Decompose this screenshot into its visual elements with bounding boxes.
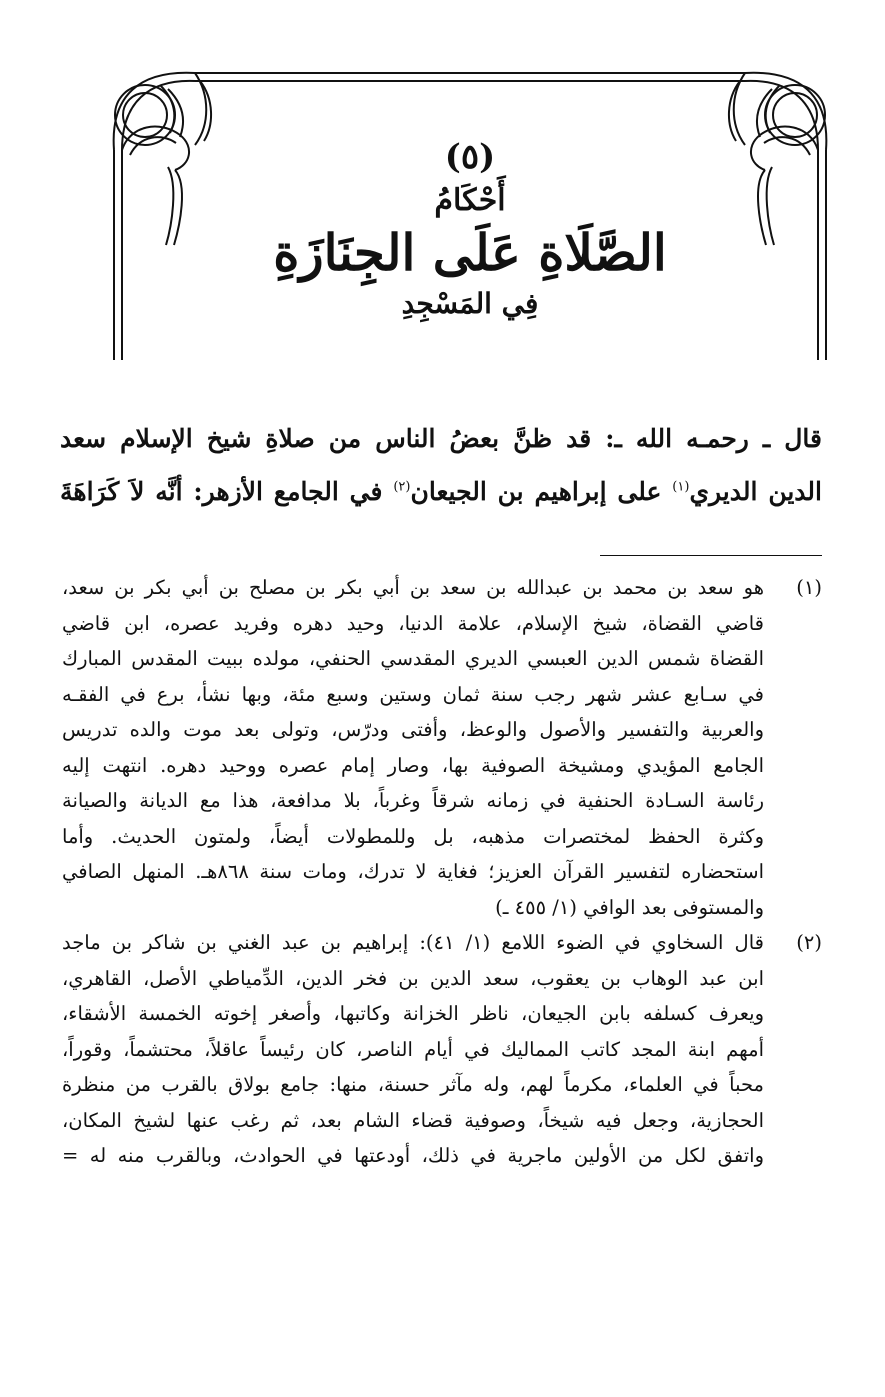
footnote-ref-2[interactable]: (٢)	[393, 479, 411, 495]
text-run: قال ـ رحمـه الله ـ: قد ظنَّ بعضُ الناس من صلاةِ شيخ الإسلام سعد	[60, 424, 822, 453]
footnote-line: استحضاره لتفسير القرآن العزيز؛ فغاية لا تدرك، ومات سنة ٨٦٨هـ. المنهل الصافي	[62, 860, 764, 883]
footnote-number: (٢)	[796, 931, 822, 954]
chapter-header	[180, 135, 760, 323]
footnote-line: والعربية والتفسير والأصول والوعظ، وأفتى ودرّس، وتولى بعد موت والده تدريس	[62, 718, 764, 741]
footnote-line: والمستوفى بعد الوافي (١/ ٤٥٥ ـ)	[495, 895, 764, 919]
chapter-number: (٥)	[444, 137, 496, 177]
footnote-line: وكثرة الحفظ لمختصرات مذهبه، بل وللمطولات أيضاً، ولمتون الحديث. وأما	[62, 824, 764, 848]
main-text-line	[60, 465, 822, 518]
text-run: في الجامع الأزهر: أنَّه لاَ كَرَاهَةَ	[60, 477, 394, 506]
text-run: الدين الديري	[689, 477, 822, 506]
footnote-number: (١)	[796, 576, 822, 599]
footnote-separator	[600, 555, 822, 556]
footnote-line: هو سعد بن محمد بن عبدالله بن سعد بن أبي بكر بن مصلح بن أبي بكر بن سعد،	[62, 576, 764, 599]
footnote-line: قاضي القضاة، شيخ الإسلام، علامة الدنيا، وحيد دهره وفريد عصره، ابن قاضي	[62, 611, 764, 635]
footnote-line: واتفق لكل من الأولين ماجرية في ذلك، أودعتها في الحوادث، وبالقرب منه له =	[62, 1144, 764, 1167]
footnote-line: ويعرف كسلفه بابن الجيعان، ناظر الخزانة وكاتبها، وأصغر إخوته الخمسة الأشقاء،	[62, 1002, 764, 1025]
footnote-line: الحجازية، وجعل فيه شيخاً، وصوفية قضاء الشام بعد، ثم رغب عنها لشيخ المكان،	[62, 1108, 764, 1132]
footnote-line: ابن عبد الوهاب بن يعقوب، سعد الدين بن فخر الدين، الدِّمياطي الأصل، القاهري،	[62, 966, 764, 990]
footnote-2	[62, 925, 822, 1174]
footnotes	[62, 570, 822, 1174]
footnote-line: محباً في العلماء، مكرماً لهم، وله مآثر حسنة، منها: جامع بولاق بالقرب من منظرة	[62, 1073, 764, 1096]
footnote-line: قال السخاوي في الضوء اللامع (١/ ٤١): إبراهيم بن عبد الغني بن شاكر بن ماجد	[62, 931, 764, 954]
footnote-line: في سـابع عشر شهر رجب سنة ثمان وستين وسبع مئة، وبها نشأ، برع في الفقـه	[62, 682, 764, 706]
text-run: على إبراهيم بن الجيعان	[410, 477, 673, 506]
footnote-line: الجامع المؤيدي ومشيخة الصوفية بها، وصار إمام عصره ووحيد دهره. انتهت إليه	[62, 753, 764, 777]
footnote-line: أمهم ابنة المجد كاتب المماليك في أيام الناصر، كان رئيساً عاقلاً، محتشماً، وقوراً،	[62, 1037, 764, 1061]
chapter-title-main: الصَّلَاةِ عَلَى الجِنَازَةِ	[273, 223, 667, 282]
footnote-line: رئاسة السـادة الحنفية في زمانه شرقاً وغرباً، بلا مدافعة، هذا مع الديانة والصيانة	[62, 789, 764, 812]
footnote-1	[62, 570, 822, 925]
footnote-line: القضاة شمس الدين العبسي الديري المقدسي الحنفي، مولده ببيت المقدس المبارك	[62, 647, 764, 670]
chapter-title-top: أَحْكَامُ	[434, 183, 506, 218]
footnote-ref-1[interactable]: (١)	[672, 479, 690, 495]
chapter-title-bottom: فِي المَسْجِدِ	[401, 287, 539, 320]
main-text	[60, 412, 822, 518]
main-text-line	[60, 412, 822, 465]
